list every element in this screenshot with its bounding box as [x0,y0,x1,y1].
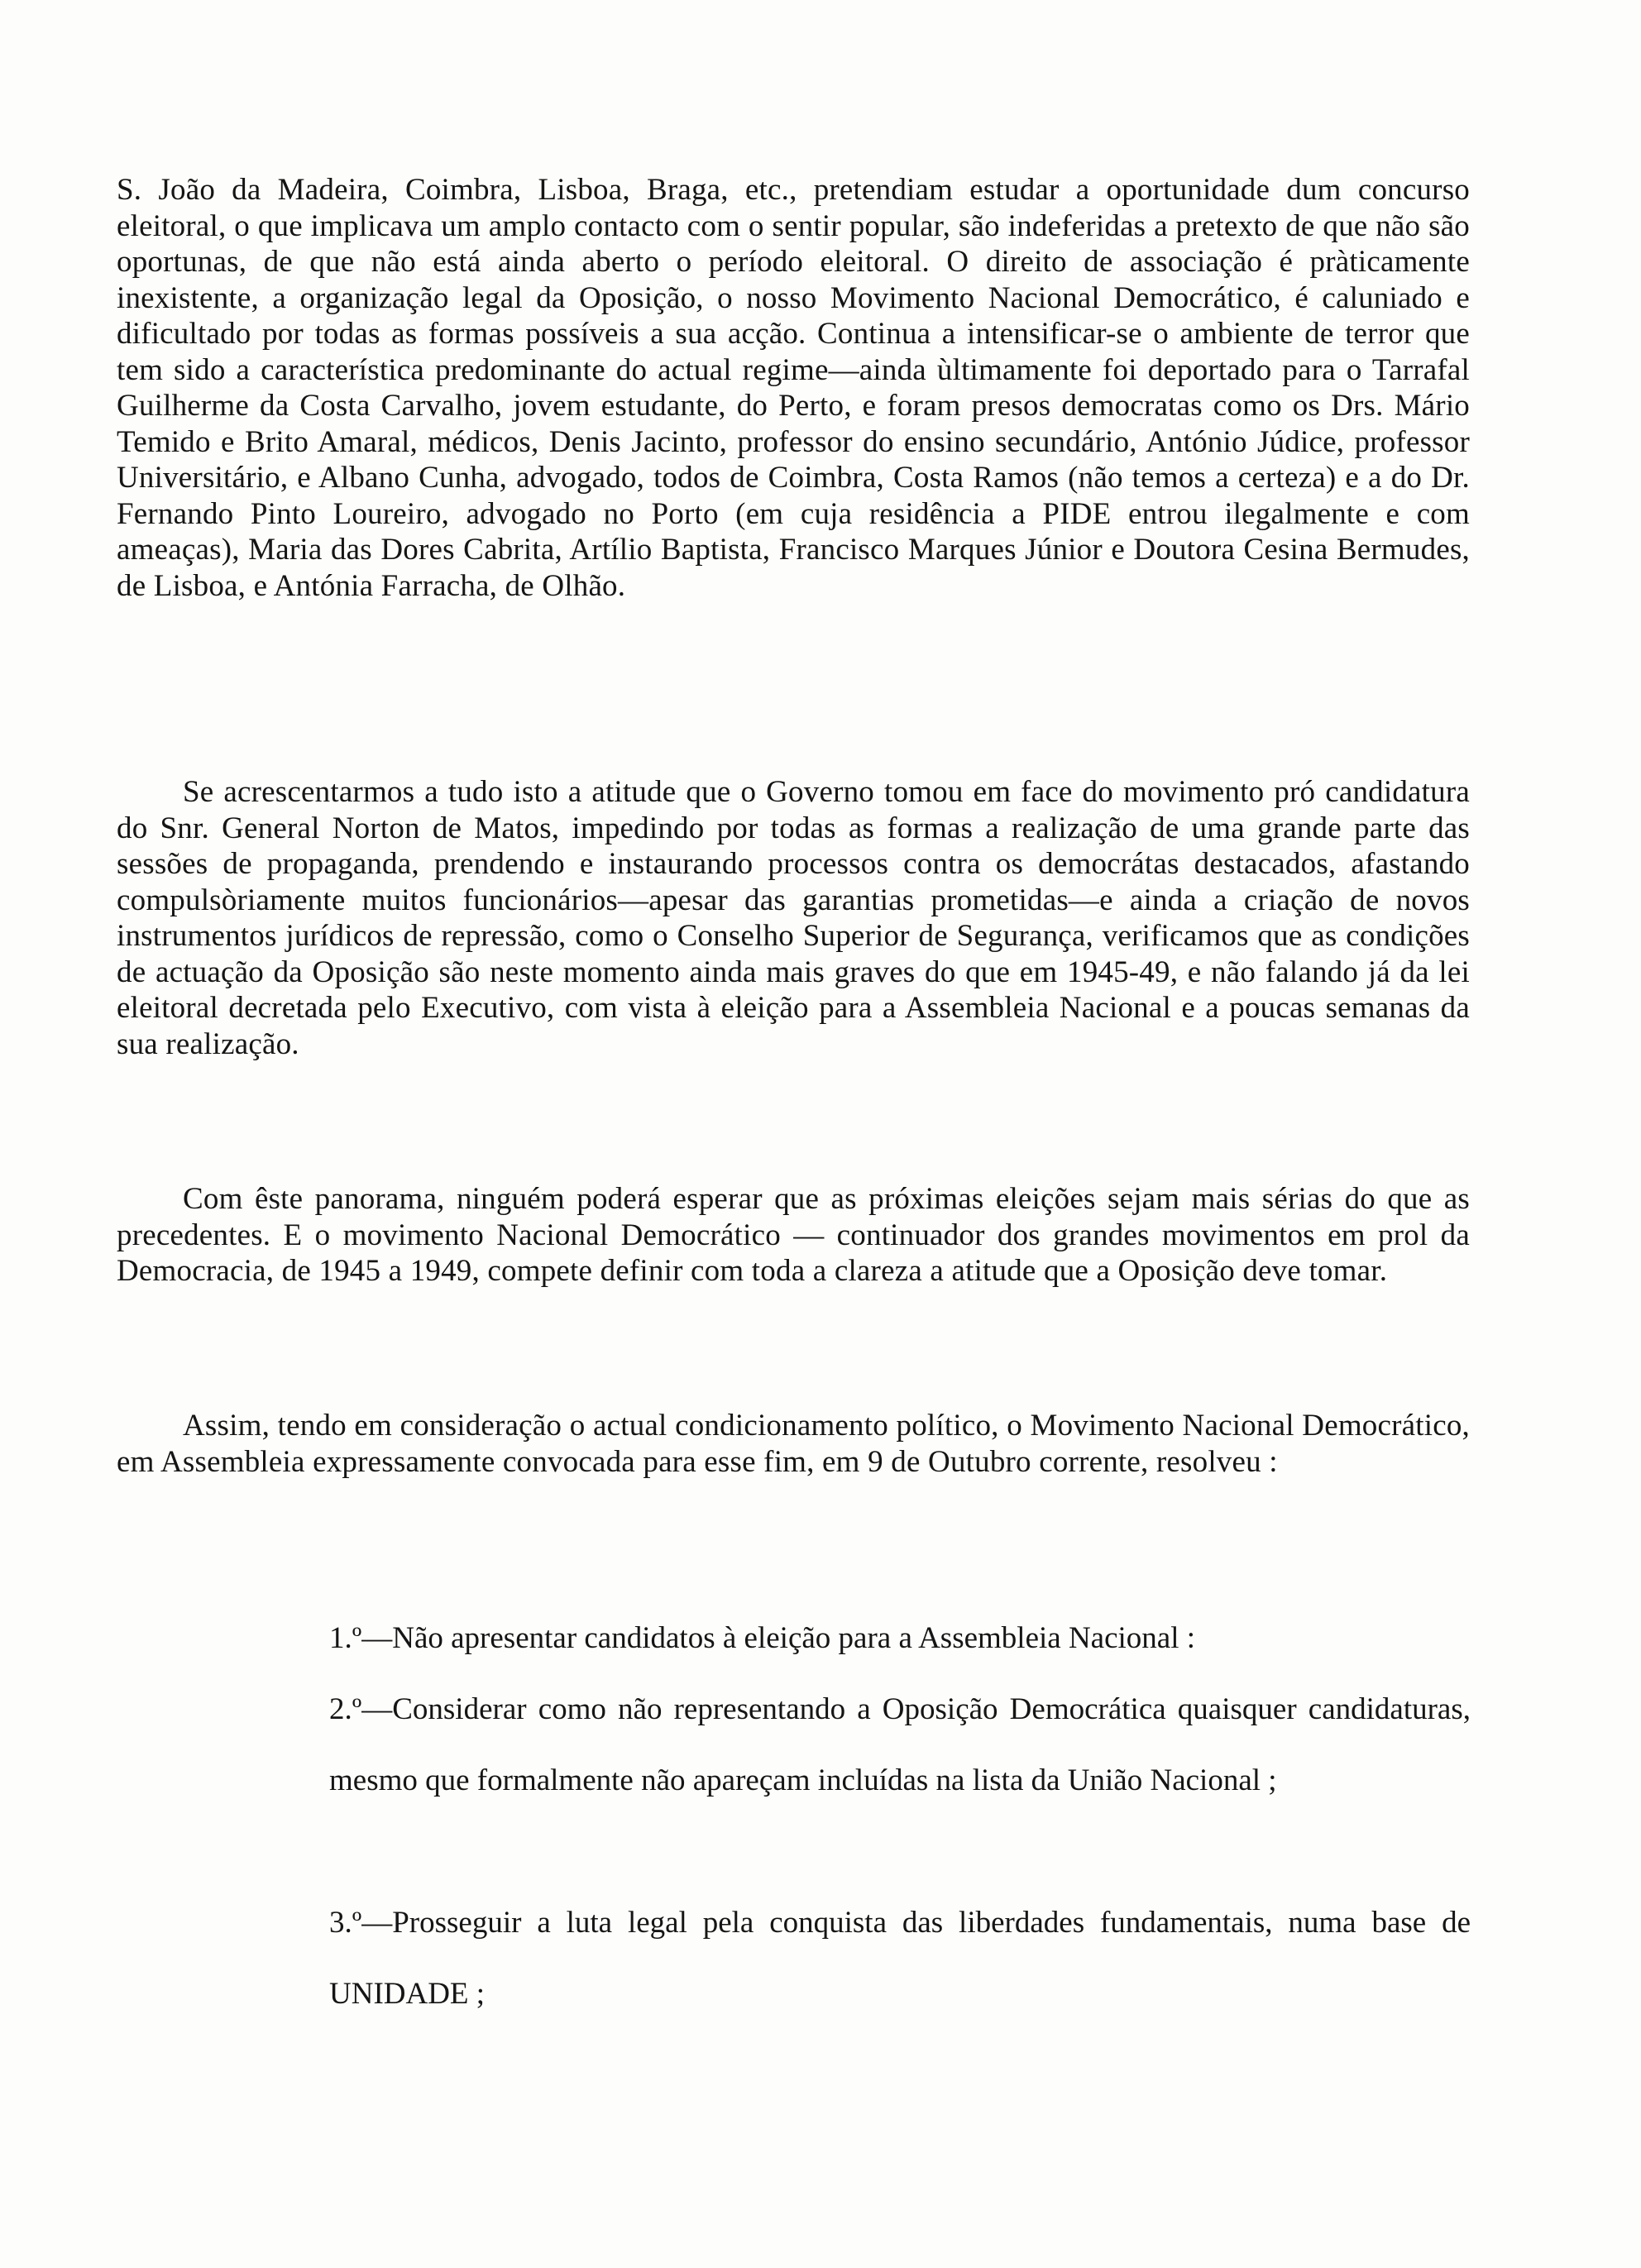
resolution-text: Prosseguir a luta legal pela conquista das liberdades fundamentais, numa base de UNIDADE ; [329,1906,1471,2011]
resolution-item-3 [329,1888,1471,2030]
resolution-text: Não apresentar candidatos à eleição para a Assembleia Nacional : [392,1621,1196,1655]
paragraph-panorama [117,1181,1470,1290]
resolution-number: 1.º— [329,1621,393,1655]
paragraph-government-attitude [117,774,1470,1062]
resolution-item-2 [329,1674,1471,1816]
resolution-item-1 [329,1603,1471,1674]
resolution-text: Considerar como não representando a Oposição Democrática quaisquer candidaturas, mesmo que formalmente não apareçam incluídas na lista da União Nacional ; [329,1692,1471,1797]
resolution-number: 3.º— [329,1906,393,1940]
resolution-number: 2.º— [329,1692,393,1726]
paragraph-text: Se acrescentarmos a tudo isto a atitude que o Governo tomou em face do movimento pró candidatura do Snr. General Norton de Matos, impedindo por todas as formas a realização de uma grande parte das sessões de propaganda, prendendo e instaurando processos contra os democrátas destacados, afastando compulsòriamente muitos funcionários—apesar das garantias prometidas—e ainda a criação de novos instrumentos jurídicos de repressão, como o Conselho Superior de Segurança, verificamos que as condições de actuação da Oposição são neste momento ainda mais graves do que em 1945-49, e não falando já da lei eleitoral decretada pelo Executivo, com vista à eleição para a Assembleia Nacional e a poucas semanas da sua realização. [117,775,1470,1061]
paragraph-text: Com êste panorama, ninguém poderá esperar que as próximas eleições sejam mais sérias do que as precedentes. E o movimento Nacional Democrático — continuador dos grandes movimentos em prol da Democracia, de 1945 a 1949, compete definir com toda a clareza a atitude que a Oposição deve tomar. [117,1182,1470,1288]
paragraph-text: Assim, tendo em consideração o actual condicionamento político, o Movimento Nacional Democrático, em Assembleia expressamente convocada para esse fim, em 9 de Outubro corrente, resolveu : [117,1409,1470,1479]
paragraph-repression: S. João da Madeira, Coimbra, Lisboa, Braga, etc., pretendiam estudar a oportunidade dum concurso eleitoral, o que implicava um amplo contacto com o sentir popular, são indeferidas a pretexto de que não são oportunas, de que não está ainda aberto o período eleitoral. O direito de associação é pràticamente inexistente, a organização legal da Oposição, o nosso Movimento Nacional Democrático, é caluniado e dificultado por todas as formas possíveis a sua acção. Continua a intensificar-se o ambiente de terror que tem sido a característica predominante do actual regime—ainda ùltimamente foi deportado para o Tarrafal Guilherme da Costa Carvalho, jovem estudante, do Perto, e foram presos democratas como os Drs. Mário Temido e Brito Amaral, médicos, Denis Jacinto, professor do ensino secundário, António Júdice, professor Universitário, e Albano Cunha, advogado, todos de Coimbra, Costa Ramos (não temos a certeza) e a do Dr. Fernando Pinto Loureiro, advogado no Porto (em cuja residência a PIDE entrou ilegalmente e com ameaças), Maria das Dores Cabrita, Artílio Baptista, Francisco Marques Júnior e Doutora Cesina Bermudes, de Lisboa, e Antónia Farracha, de Olhão. [117,173,1470,603]
paragraph-resolution-intro [117,1408,1470,1480]
